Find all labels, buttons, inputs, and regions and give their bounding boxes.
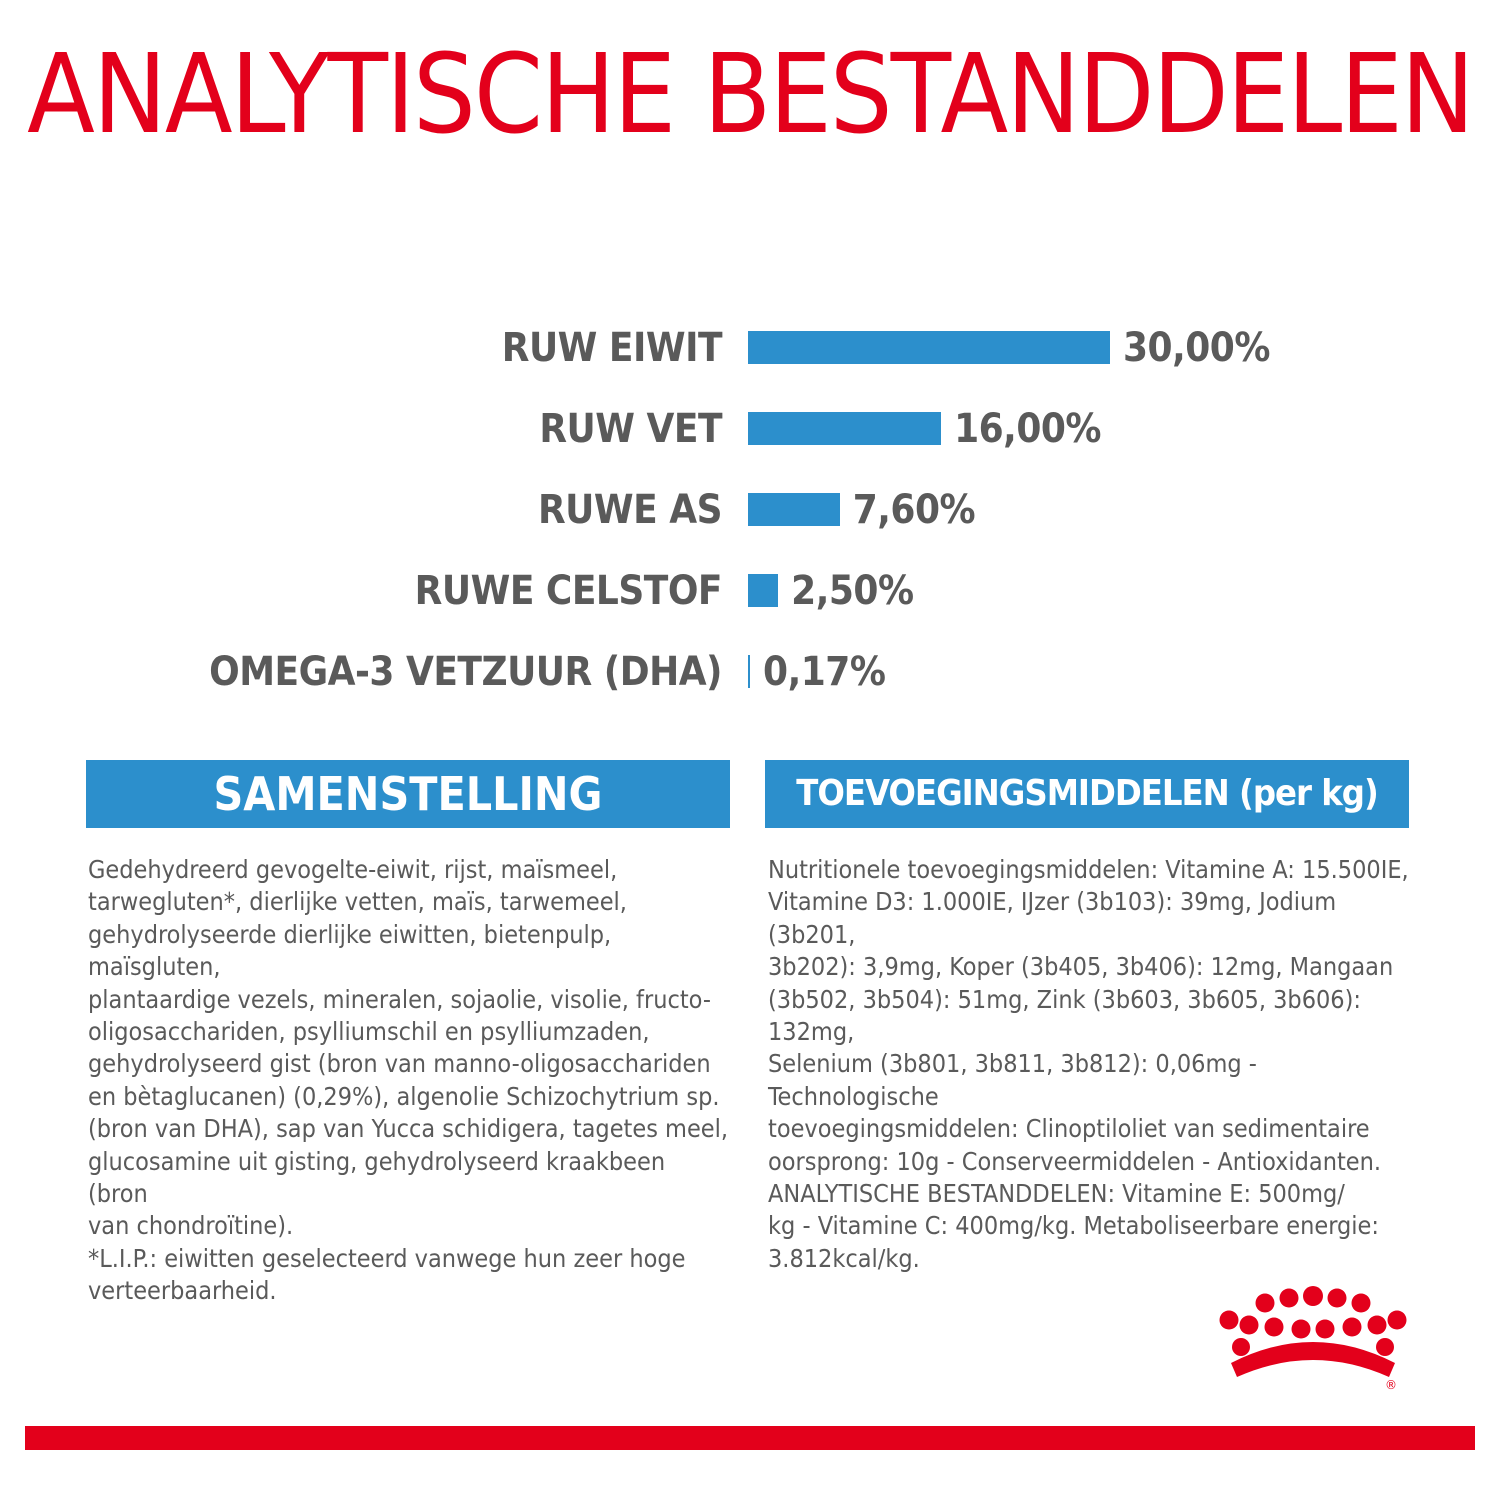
- chart-row: [0, 399, 1500, 459]
- category-label: RUW EIWIT: [501, 325, 722, 371]
- bar: [748, 331, 1110, 364]
- toevoegingsmiddelen-text: Nutritionele toevoegingsmiddelen: Vitamine A: 15.500IE, Vitamine D3: 1.000IE, IJzer (3b103): 39mg, Jodium (3b201, 3b202): 3,9mg, Koper (3b405, 3b406): 12mg, Mangaan (3b502, 3b504): 51mg, Zink (3b603, 3b605, 3b606): 132mg, Selenium (3b801, 3b811, 3b812): 0,06mg - Technologische toevoegingsmiddelen: Clinoptiloliet van sedimentaire oorsprong: 10g - Conserveermiddelen - Antioxidanten. ANALYTISCHE BESTANDDELEN: Vitamine E: 500mg/ kg - Vitamine C: 400mg/kg. Metaboliseerbare energie: 3.812kcal/kg.: [768, 855, 1409, 1273]
- value-label: 16,00%: [954, 406, 1101, 452]
- bar: [748, 574, 778, 607]
- category-label: RUWE AS: [537, 487, 722, 533]
- category-label: RUW VET: [539, 406, 722, 452]
- bar: [748, 412, 941, 445]
- chart-row: [0, 318, 1500, 378]
- chart-row: [0, 561, 1500, 621]
- category-label: RUWE CELSTOF: [414, 568, 722, 614]
- bar: [748, 493, 840, 526]
- nutrient-bar-chart: [0, 300, 1500, 720]
- page-title: ANALYTISCHE BESTANDDELEN: [27, 30, 1473, 158]
- value-label: 2,50%: [791, 568, 914, 614]
- chart-row: [0, 480, 1500, 540]
- crown-logo-icon: [1213, 1285, 1413, 1393]
- bar: [748, 655, 750, 688]
- toevoegingsmiddelen-header: TOEVOEGINGSMIDDELEN (per kg): [765, 760, 1409, 828]
- value-label: 0,17%: [763, 649, 886, 695]
- value-label: 7,60%: [852, 487, 976, 533]
- footer-bar: [25, 1426, 1475, 1450]
- samenstelling-text: Gedehydreerd gevogelte-eiwit, rijst, maïsmeel, tarwegluten*, dierlijke vetten, maïs, tarwemeel, gehydrolyseerde dierlijke eiwitten, bietenpulp, maïsgluten, plantaardige vezels, mineralen, sojaolie, visolie, fructo- oligosacchariden, psylliumschil en psylliumzaden, gehydrolyseerd gist (bron van manno-oligosacchariden en bètaglucanen) (0,29%), algenolie Schizochytrium sp. (bron van DHA), sap van Yucca schidigera, tagetes meel, glucosamine uit gisting, gehydrolyseerd kraakbeen (bron van chondroïtine). *L.I.P.: eiwitten geselecteerd vanwege hun zeer hoge verteerbaarheid.: [88, 855, 729, 1306]
- samenstelling-header: SAMENSTELLING: [86, 760, 730, 828]
- category-label: OMEGA-3 VETZUUR (DHA): [209, 649, 722, 695]
- value-label: 30,00%: [1123, 325, 1270, 371]
- registered-mark: ®: [1385, 1378, 1397, 1392]
- chart-row: [0, 642, 1500, 702]
- toevoegingsmiddelen-panel: [765, 760, 1409, 1275]
- samenstelling-panel: [86, 760, 730, 1308]
